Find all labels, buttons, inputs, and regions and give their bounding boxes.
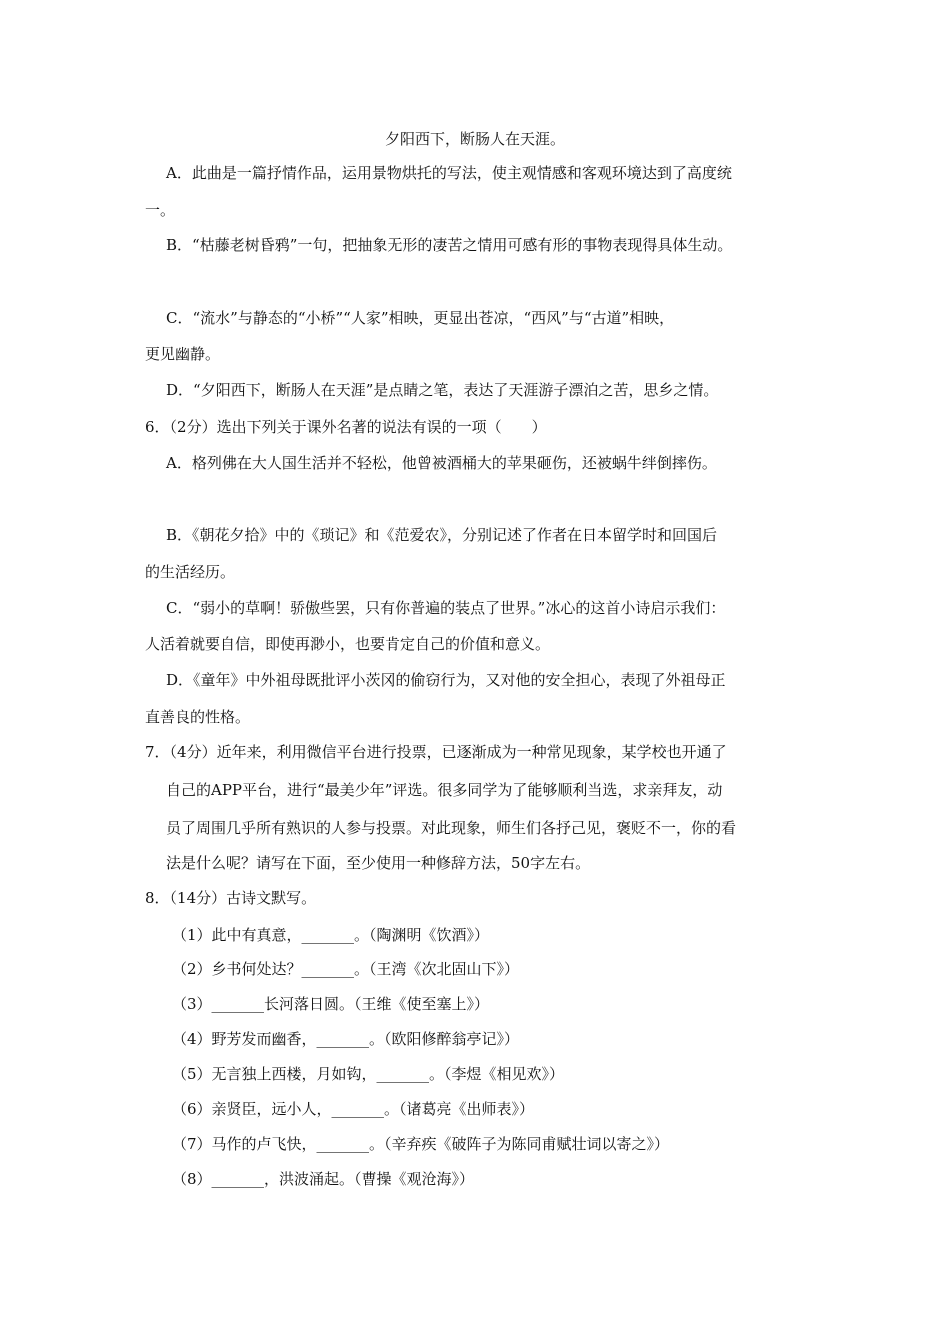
q6-option-b-line2: 的生活经历。 xyxy=(145,563,236,581)
q6-option-c-line1: C．“弱小的草啊！骄傲些罢，只有你普遍的装点了世界。”冰心的这首小诗启示我们： xyxy=(166,599,726,617)
q8-item-8: （8）_______，洪波涌起。（曹操《观沧海》） xyxy=(172,1170,475,1188)
q5-option-c-line2: 更见幽静。 xyxy=(145,345,221,363)
q7-line1: 7．（4分）近年来，利用微信平台进行投票，已逐渐成为一种常见现象，某学校也开通了 xyxy=(145,743,727,761)
q6-option-a: A．格列佛在大人国生活并不轻松，他曾被酒桶大的苹果砸伤，还被蜗牛绊倒摔伤。 xyxy=(166,454,717,472)
q5-option-a-line2: 一。 xyxy=(145,201,176,219)
q8-item-7: （7）马作的卢飞快，_______。（辛弃疾《破阵子为陈同甫赋壮词以寄之》） xyxy=(172,1135,670,1153)
q7-line3: 员了周围几乎所有熟识的人参与投票。对此现象，师生们各抒己见，褒贬不一，你的看 xyxy=(166,819,737,837)
q8-item-6: （6）亲贤臣，远小人，_______。（诸葛亮《出师表》） xyxy=(172,1100,535,1118)
q7-line2: 自己的APP平台，进行“最美少年”评选。很多同学为了能够顺利当选，求亲拜友，动 xyxy=(166,781,723,799)
q8-stem: 8．（14分）古诗文默写。 xyxy=(145,889,317,907)
q8-item-4: （4）野芳发而幽香，_______。（欧阳修醉翁亭记》） xyxy=(172,1030,520,1048)
q6-option-d-line1: D．《童年》中外祖母既批评小茨冈的偷窃行为，又对他的安全担心，表现了外祖母正 xyxy=(166,671,726,689)
q6-option-c-line2: 人活着就要自信，即使再渺小，也要肯定自己的价值和意义。 xyxy=(145,635,551,653)
q8-item-2: （2）乡书何处达？_______。（王湾《次北固山下》） xyxy=(172,960,520,978)
q8-item-1: （1）此中有真意，_______。（陶渊明《饮酒》） xyxy=(172,926,490,944)
q8-item-3: （3）_______长河落日圆。（王维《使至塞上》） xyxy=(172,995,490,1013)
q5-option-a-line1: A．此曲是一篇抒情作品，运用景物烘托的写法，使主观情感和客观环境达到了高度统 xyxy=(166,164,732,182)
q7-line4: 法是什么呢？请写在下面，至少使用一种修辞方法，50字左右。 xyxy=(166,854,591,872)
q5-option-d: D．“夕阳西下，断肠人在天涯”是点睛之笔，表达了天涯游子漂泊之苦，思乡之情。 xyxy=(166,381,719,399)
q5-option-b: B．“枯藤老树昏鸦”一句，把抽象无形的凄苦之情用可感有形的事物表现得具体生动。 xyxy=(166,236,733,254)
q5-option-c-line1: C．“流水”与静态的“小桥”“人家”相映，更显出苍凉，“西风”与“古道”相映， xyxy=(166,309,675,327)
q6-stem: 6．（2分）选出下列关于课外名著的说法有误的一项（ ） xyxy=(145,418,547,436)
poem-last-line: 夕阳西下，断肠人在天涯。 xyxy=(384,130,565,148)
q6-option-b-line1: B．《朝花夕拾》中的《琐记》和《范爱农》，分别记述了作者在日本留学时和回国后 xyxy=(166,526,718,544)
q8-item-5: （5）无言独上西楼，月如钩，_______。（李煜《相见欢》） xyxy=(172,1065,565,1083)
q6-option-d-line2: 直善良的性格。 xyxy=(145,708,251,726)
